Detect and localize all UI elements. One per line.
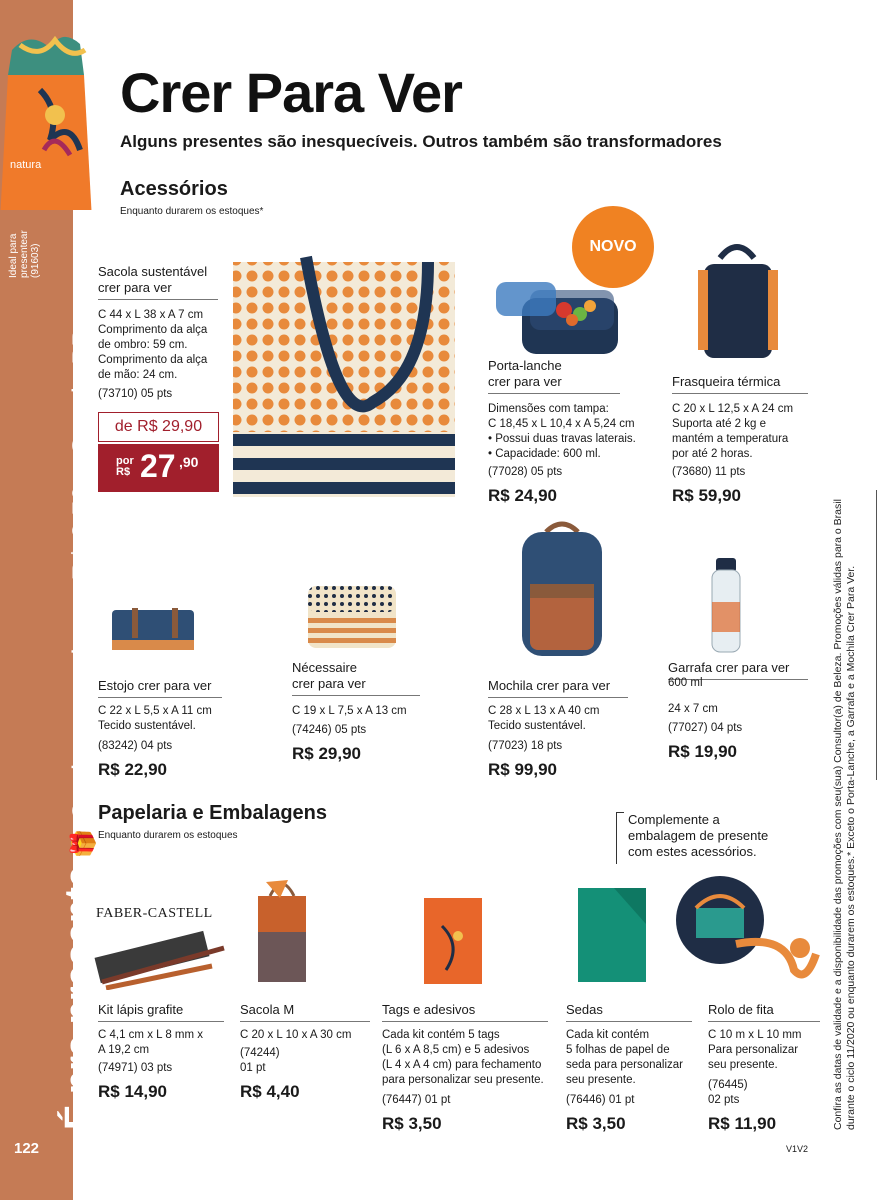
legal-disclaimer: Confira as datas de validade e a disponibilidade das promoções com seu(sua) Consultor(a) de Beleza. Promoções válidas para o Brasil durante o ciclo 11/2020 ou enquanto durarem os estoques.* Exceto o Porta-Lanche, a Garrafa e a Mochila Crer Para Ver.: [832, 499, 857, 1130]
page-number: 122: [14, 1140, 40, 1157]
complement-note: Complemente a embalagem de presente com estes acessórios.: [628, 812, 769, 859]
product-spec-frasqueira: C 20 x L 12,5 x A 24 cm Suporta até 2 kg e mantém a temperatura por até 2 horas.: [672, 403, 794, 460]
product-name-rolo-fita: Rolo de fita: [708, 1002, 820, 1022]
product-price-frasqueira: R$ 59,90: [672, 486, 741, 505]
lunchbox-image: [494, 278, 624, 358]
pencils-image: [92, 922, 232, 990]
product-name-porta-lanche: Porta-lanche crer para ver: [488, 358, 620, 394]
section-note-acessorios: Enquanto durarem os estoques*: [120, 206, 264, 217]
complement-bracket: [616, 812, 624, 864]
backpack-image: [516, 518, 608, 658]
product-spec-porta-lanche: Dimensões com tampa: C 18,45 x L 10,4 x A 5,24 cm • Possui duas travas laterais. • Capacidade: 600 ml.: [488, 403, 636, 460]
sidebar: [0, 0, 100, 1200]
product-pts-frasqueira: (73680) 11 pts: [672, 466, 746, 478]
product-pts-sacola-m: (74244) 01 pt: [240, 1047, 280, 1074]
product-name-tags: Tags e adesivos: [382, 1002, 548, 1022]
product-price-mochila: R$ 99,90: [488, 760, 557, 779]
old-price: de R$ 29,90: [98, 412, 219, 442]
page-title: Crer Para Ver: [120, 61, 462, 124]
product-name-estojo: Estojo crer para ver: [98, 678, 222, 698]
section-title-acessorios: Acessórios: [120, 178, 228, 200]
product-price-sacola-m: R$ 4,40: [240, 1082, 300, 1101]
product-price-estojo: R$ 22,90: [98, 760, 167, 779]
product-name-necessaire: Nécessaire crer para ver: [292, 660, 420, 696]
product-spec-mochila: C 28 x L 13 x A 40 cm Tecido sustentável.: [488, 705, 600, 732]
product-price-rolo-fita: R$ 11,90: [708, 1114, 777, 1133]
product-price-necessaire: R$ 29,90: [292, 744, 361, 763]
tissue-paper-image: [574, 884, 650, 984]
sidebar-vertical-headline: É pra presente 🎁 Qualquer produto + R$ 2,50 = Sacola PP: [58, 328, 100, 1130]
product-price-porta-lanche: R$ 24,90: [488, 486, 557, 505]
gift-bag-m-image: [252, 872, 312, 984]
product-spec-tags: Cada kit contém 5 tags (L 6 x A 8,5 cm) e 5 adesivos (L 4 x A 4 cm) para fechamento para personalizar seu presente.: [382, 1029, 544, 1086]
product-volume-garrafa: 600 ml: [668, 677, 703, 689]
page-subtitle: Alguns presentes são inesquecíveis. Outros também são transformadores: [120, 132, 722, 151]
faber-castell-logo: FABER-CASTELL: [96, 906, 213, 921]
section-note-papelaria: Enquanto durarem os estoques: [98, 830, 238, 841]
product-name-garrafa: Garrafa crer para ver: [668, 660, 808, 680]
tags-image: [422, 896, 484, 986]
novo-badge: NOVO: [572, 206, 654, 288]
product-pts-kit-lapis: (74971) 03 pts: [98, 1062, 173, 1074]
product-spec-estojo: C 22 x L 5,5 x A 11 cm Tecido sustentável.: [98, 705, 212, 732]
product-name-frasqueira: Frasqueira térmica: [672, 374, 808, 394]
pencil-case-image: [110, 606, 196, 656]
product-price-garrafa: R$ 19,90: [668, 742, 737, 761]
product-pts-rolo-fita: (76445) 02 pts: [708, 1079, 748, 1106]
ribbon-roll-image: [676, 874, 822, 986]
svg-text:natura: natura: [10, 159, 42, 171]
necessaire-image: [306, 584, 398, 650]
tote-bag-image: [228, 252, 458, 502]
product-spec-rolo-fita: C 10 m x L 10 mm Para personalizar seu presente.: [708, 1029, 802, 1071]
product-price-sedas: R$ 3,50: [566, 1114, 626, 1133]
product-spec-sedas: Cada kit contém 5 folhas de papel de seda para personalizar seu presente.: [566, 1029, 683, 1086]
product-pts-sedas: (76446) 01 pt: [566, 1094, 635, 1106]
product-pts-estojo: (83242) 04 pts: [98, 740, 173, 752]
product-name-mochila: Mochila crer para ver: [488, 678, 628, 698]
product-name-sacola-m: Sacola M: [240, 1002, 370, 1022]
product-spec-sacola: C 44 x L 38 x A 7 cm Comprimento da alça de ombro: 59 cm. Comprimento da alça de mão: 24 cm.: [98, 309, 208, 381]
product-spec-sacola-m: C 20 x L 10 x A 30 cm: [240, 1029, 352, 1041]
new-price: por R$ 27 ,90: [98, 444, 219, 492]
sidebar-small-note: Ideal para presentear (91603): [8, 230, 41, 278]
product-pts-mochila: (77023) 18 pts: [488, 740, 563, 752]
product-name-sacola: Sacola sustentável crer para ver: [98, 264, 218, 300]
product-pts-sacola: (73710) 05 pts: [98, 388, 173, 400]
product-spec-kit-lapis: C 4,1 cm x L 8 mm x A 19,2 cm: [98, 1029, 204, 1056]
divider-line: [876, 490, 877, 780]
product-pts-porta-lanche: (77028) 05 pts: [488, 466, 563, 478]
product-price-tags: R$ 3,50: [382, 1114, 442, 1133]
promo-price-box: [98, 412, 219, 492]
version-code: V1V2: [786, 1144, 809, 1154]
product-pts-necessaire: (74246) 05 pts: [292, 724, 367, 736]
product-name-sedas: Sedas: [566, 1002, 692, 1022]
product-spec-necessaire: C 19 x L 7,5 x A 13 cm: [292, 705, 407, 717]
product-name-kit-lapis: Kit lápis grafite: [98, 1002, 224, 1022]
gift-icon: 🎁: [70, 828, 97, 859]
cooler-bag-image: [692, 240, 782, 364]
gift-bag-illustration: [0, 20, 92, 210]
bottle-image: [708, 556, 744, 654]
product-pts-tags: (76447) 01 pt: [382, 1094, 451, 1106]
section-title-papelaria: Papelaria e Embalagens: [98, 802, 328, 824]
product-price-kit-lapis: R$ 14,90: [98, 1082, 167, 1101]
product-pts-garrafa: (77027) 04 pts: [668, 722, 743, 734]
product-spec-garrafa: 24 x 7 cm: [668, 703, 718, 715]
